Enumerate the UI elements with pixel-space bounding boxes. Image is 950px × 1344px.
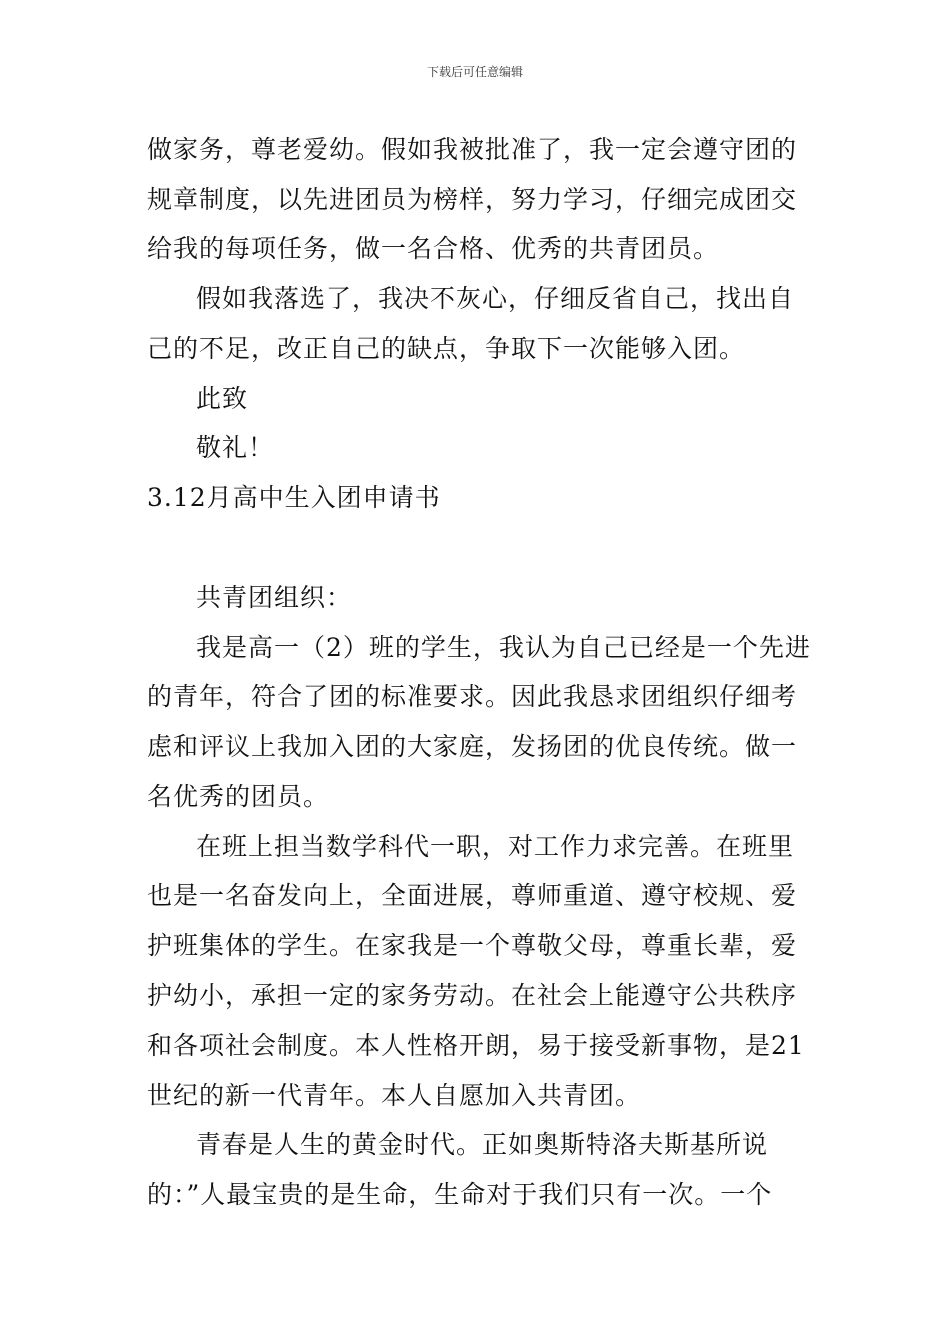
paragraph-first-line: 青春是人生的黄金时代。正如奥斯特洛夫斯基所说 (196, 1130, 769, 1159)
body-text-line: 也是一名奋发向上，全面进展，尊师重道、遵守校规、爱 (147, 881, 798, 910)
paragraph-first-line: 在班上担当数学科代一职，对工作力求完善。在班里 (196, 832, 795, 861)
body-text-line: 名优秀的团员。 (147, 782, 330, 811)
body-text-line: 己的不足，改正自己的缺点，争取下一次能够入团。 (147, 334, 746, 363)
section-title: 3.12月高中生入团申请书 (147, 483, 441, 512)
closing-salutation: 此致 (196, 384, 249, 413)
body-text-line: 规章制度，以先进团员为榜样，努力学习，仔细完成团交 (147, 185, 798, 214)
body-text-line: 世纪的新一代青年。本人自愿加入共青团。 (147, 1081, 642, 1110)
body-text-line: 护班集体的学生。在家我是一个尊敬父母，尊重长辈，爱 (147, 931, 798, 960)
body-text-line: 护幼小，承担一定的家务劳动。在社会上能遵守公共秩序 (147, 981, 798, 1010)
body-text-line: 做家务，尊老爱幼。假如我被批准了，我一定会遵守团的 (147, 135, 798, 164)
body-text-line: 虑和评议上我加入团的大家庭，发扬团的优良传统。做一 (147, 732, 798, 761)
body-text-line: 的：”人最宝贵的是生命，生命对于我们只有一次。一个 (147, 1180, 773, 1209)
closing-regards: 敬礼！ (196, 433, 275, 462)
paragraph-first-line: 我是高一（2）班的学生，我认为自己已经是一个先进 (196, 633, 811, 662)
body-text-line: 和各项社会制度。本人性格开朗，易于接受新事物，是21 (147, 1031, 805, 1060)
page-header-note: 下载后可任意编辑 (426, 65, 523, 79)
letter-addressee: 共青团组织： (196, 583, 353, 612)
body-text-line: 给我的每项任务，做一名合格、优秀的共青团员。 (147, 234, 720, 263)
body-text-line: 的青年，符合了团的标准要求。因此我恳求团组织仔细考 (147, 682, 798, 711)
paragraph-first-line: 假如我落选了，我决不灰心，仔细反省自己，找出自 (196, 284, 795, 313)
